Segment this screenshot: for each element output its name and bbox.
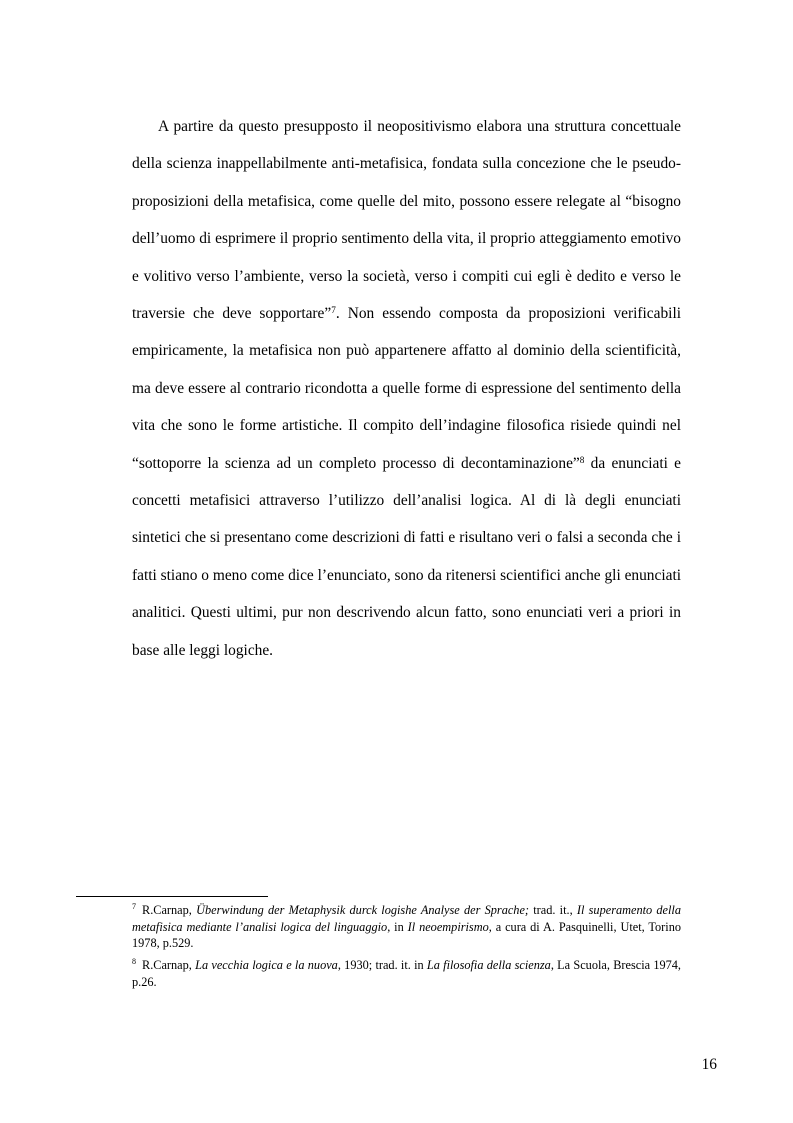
footnotes-section (132, 903, 681, 998)
footnote-translation-note: trad. it. (529, 903, 570, 917)
paragraph-text-part-3: da enunciati e concetti metafisici attraverso l’utilizzo dell’analisi logica. Al di là degli enunciati sintetici che si presentano come descrizioni di fatti e risultano veri o falsi a seconda che i fatti stiano o meno come dice l’enunciato, sono da ritenersi scientifici anche gli enunciati analitici. Questi ultimi, pur non descrivendo alcun fatto, sono enunciati veri a priori in base alle leggi logiche. (132, 454, 681, 659)
footnote-title-original: Überwindung der Metaphysik durck logishe Analyse der Sprache; (196, 903, 530, 917)
footnote-author: R.Carnap (142, 903, 189, 917)
footnote-title-translated: Il superamento della metafisica mediante l’analisi logica del linguaggio (132, 903, 681, 934)
footnote-mark: 7 (132, 902, 136, 911)
footnote-reference-7[interactable]: 7 (331, 305, 336, 316)
footnote-8 (132, 958, 681, 991)
footnote-mark: 8 (132, 957, 136, 967)
paragraph-text-part-2: . Non essendo composta da proposizioni verificabili empiricamente, la metafisica non può appartenere affatto al dominio della scientificità, ma deve essere al contrario ricondotta a quelle forme di espressione del sentimento della vita che sono le forme artistiche. Il compito dell’indagine filosofica risiede quindi nel “sottoporre la scienza ad un completo processo di decontaminazione” (132, 305, 681, 472)
footnote-collection-title: Il neoempirismo (407, 919, 489, 934)
footnote-publication: , a cura di A. Pasquinelli, Utet, Torino 1978, p.529. (132, 919, 681, 950)
footnote-reference-8[interactable]: 8 (579, 455, 585, 466)
footnote-separator-text: , (569, 903, 577, 917)
footnote-connector: , in (387, 919, 408, 934)
footnote-title-original: La vecchia logica e la nuova (195, 958, 338, 973)
footnote-translation-note: , 1930; trad. it. in (337, 958, 427, 973)
body-paragraph (132, 108, 681, 669)
footnote-publication: , La Scuola, Brescia 1974, p.26. (132, 958, 682, 990)
page-number: 16 (701, 1056, 717, 1073)
footnote-title-translated: La filosofia della scienza (426, 958, 551, 973)
footnote-7 (132, 903, 681, 951)
paragraph-text-part-1: A partire da questo presupposto il neopositivismo elabora una struttura concettuale della scienza inappellabilmente anti-metafisica, fondata sulla concezione che le pseudo-proposizioni della metafisica, come quelle del mito, possono essere relegate al “bisogno dell’uomo di esprimere il proprio sentimento della vita, il proprio atteggiamento emotivo e volitivo verso l’ambiente, verso la società, verso i compiti cui egli è dedito e verso le traversie che deve sopportare” (132, 118, 681, 323)
footnote-separator-text: , (188, 903, 197, 917)
footnote-author: R.Carnap, (142, 958, 196, 973)
footnote-separator (76, 896, 268, 897)
